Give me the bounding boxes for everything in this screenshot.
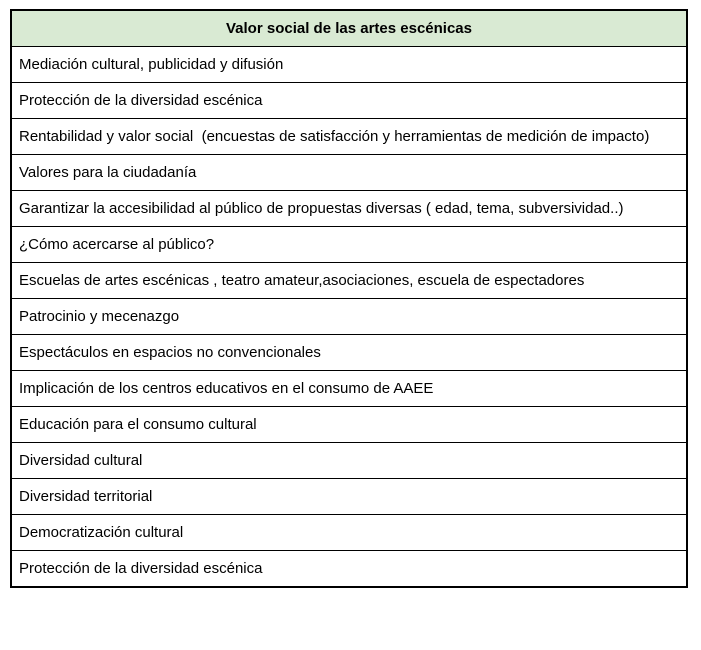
table-row xyxy=(11,515,687,551)
table-row xyxy=(11,227,687,263)
row-text: Diversidad territorial xyxy=(11,479,687,515)
header-row xyxy=(11,10,687,47)
table-row xyxy=(11,47,687,83)
row-text: Mediación cultural, publicidad y difusión xyxy=(11,47,687,83)
table-body xyxy=(11,47,687,588)
row-text: Garantizar la accesibilidad al público de propuestas diversas ( edad, tema, subversividad..) xyxy=(11,191,687,227)
row-text: Protección de la diversidad escénica xyxy=(11,551,687,588)
row-text: Valores para la ciudadanía xyxy=(11,155,687,191)
row-text: Escuelas de artes escénicas , teatro amateur,asociaciones, escuela de espectadores xyxy=(11,263,687,299)
table-row xyxy=(11,263,687,299)
row-text: Patrocinio y mecenazgo xyxy=(11,299,687,335)
table-row xyxy=(11,83,687,119)
table-row xyxy=(11,299,687,335)
row-text: Protección de la diversidad escénica xyxy=(11,83,687,119)
table-row xyxy=(11,119,687,155)
table-row xyxy=(11,443,687,479)
table-title: Valor social de las artes escénicas xyxy=(11,10,687,47)
table-row xyxy=(11,371,687,407)
row-text: Diversidad cultural xyxy=(11,443,687,479)
table-row xyxy=(11,479,687,515)
table-row xyxy=(11,155,687,191)
row-text: Democratización cultural xyxy=(11,515,687,551)
row-text: Rentabilidad y valor social (encuestas de satisfacción y herramientas de medición de impacto) xyxy=(11,119,687,155)
table-row xyxy=(11,335,687,371)
table-row xyxy=(11,407,687,443)
table-row xyxy=(11,551,687,588)
table-head xyxy=(11,10,687,47)
row-text: Implicación de los centros educativos en el consumo de AAEE xyxy=(11,371,687,407)
row-text: ¿Cómo acercarse al público? xyxy=(11,227,687,263)
topics-table xyxy=(10,9,688,588)
row-text: Espectáculos en espacios no convencionales xyxy=(11,335,687,371)
table-row xyxy=(11,191,687,227)
row-text: Educación para el consumo cultural xyxy=(11,407,687,443)
